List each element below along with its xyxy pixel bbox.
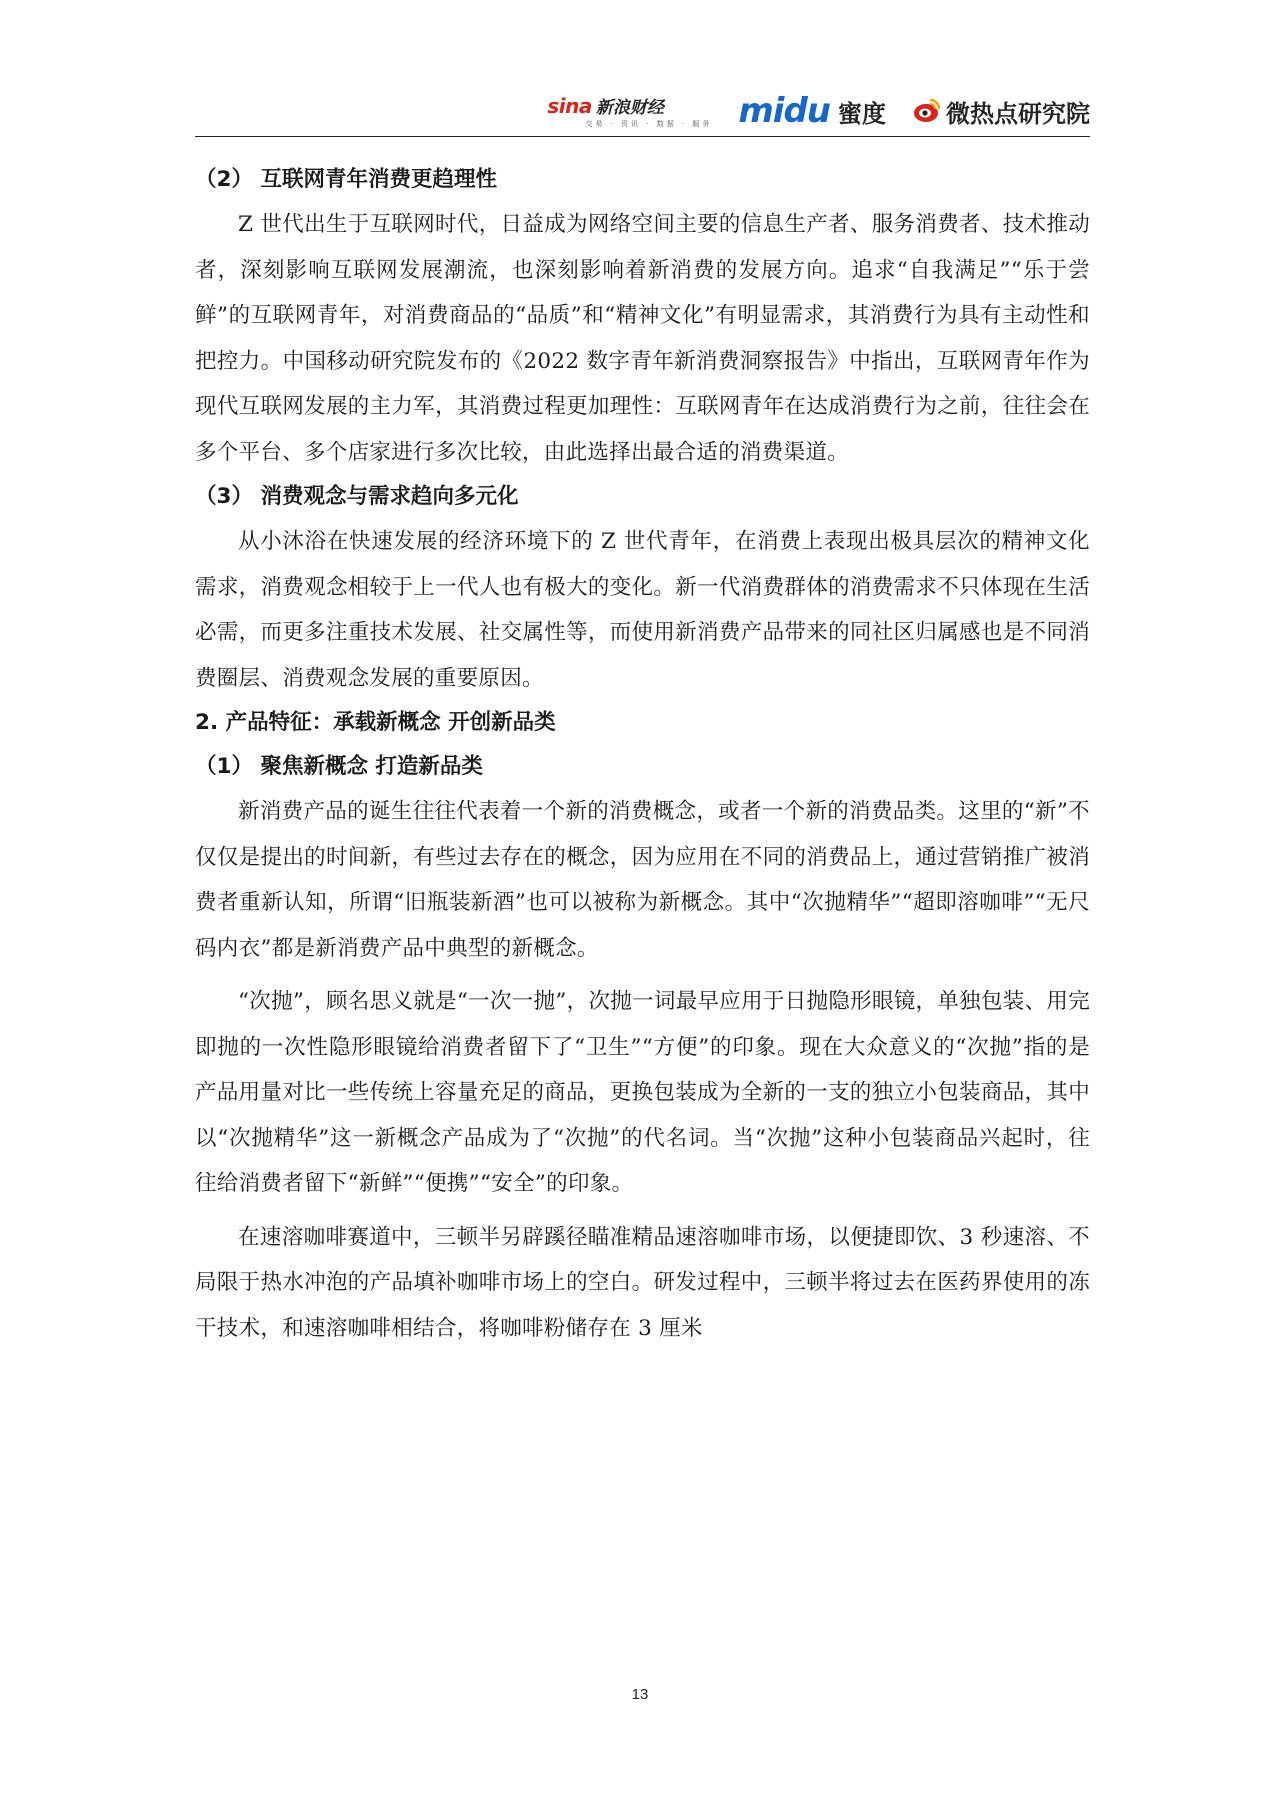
paragraph: Z 世代出生于互联网时代，日益成为网络空间主要的信息生产者、服务消费者、技术推动者，深刻影响互联网发展潮流，也深刻影响着新消费的发展方向。追求“自我满足”“乐于尝鲜”的互联网青年，对消费商品的“品质”和“精神文化”有明显需求，其消费行为具有主动性和把控力。中国移动研究院发布的《2022 数字青年新消费洞察报告》中指出，互联网青年作为现代互联网发展的主力军，其消费过程更加理性：互联网青年在达成消费行为之前，往往会在多个平台、多个店家进行多次比较，由此选择出最合适的消费渠道。	[195, 212, 1090, 465]
paragraph: 从小沐浴在快速发展的经济环境下的 Z 世代青年，在消费上表现出极具层次的精神文化需求，消费观念相较于上一代人也有极大的变化。新一代消费群体的消费需求不只体现在生活必需，而更多注重技术发展、社交属性等，而使用新消费产品带来的同社区归属感也是不同消费圈层、消费观念发展的重要原因。	[195, 529, 1090, 691]
section-heading-2: （2） 互联网青年消费更趋理性	[195, 167, 497, 192]
header-divider	[195, 136, 1090, 137]
sina-logo-name: 新浪财经	[595, 98, 664, 118]
section-heading-3: （3） 消费观念与需求趋向多元化	[195, 484, 519, 509]
page-number: 13	[631, 1686, 649, 1703]
midu-logo-name: 蜜度	[838, 99, 886, 128]
weiredian-logo-name: 微热点研究院	[946, 99, 1090, 128]
midu-logo	[738, 91, 886, 131]
sina-logo-mark: sina	[547, 93, 592, 118]
section-heading-1: （1） 聚焦新概念 打造新品类	[195, 754, 483, 779]
paragraph: 在速溶咖啡赛道中，三顿半另辟蹊径瞄准精品速溶咖啡市场，以便捷即饮、3 秒速溶、不局限于热水冲泡的产品填补咖啡市场上的空白。研发过程中，三顿半将过去在医药界使用的冻干技术，和速溶咖啡相结合，将咖啡粉储存在 3 厘米	[195, 1224, 1090, 1341]
page-header	[195, 86, 1090, 136]
sina-logo-tagline: 交易 · 资讯 · 数据 · 服务	[585, 120, 713, 128]
weibo-eye-icon	[912, 96, 942, 126]
document-body	[195, 158, 1090, 1351]
midu-logo-mark: midu	[738, 91, 830, 131]
sina-finance-logo	[547, 93, 712, 129]
paragraph: “次抛”，顾名思义就是“一次一抛”，次抛一词最早应用于日抛隐形眼镜，单独包装、用完即抛的一次性隐形眼镜给消费者留下了“卫生”“方便”的印象。现在大众意义的“次抛”指的是产品用量对比一些传统上容量充足的商品，更换包装成为全新的一支的独立小包装商品，其中以“次抛精华”这一新概念产品成为了“次抛”的代名词。当“次抛”这种小包装商品兴起时，往往给消费者留下“新鲜”“便携”“安全”的印象。	[195, 989, 1090, 1196]
chapter-heading-product-features: 2. 产品特征：承载新概念 开创新品类	[195, 710, 556, 735]
weiredian-logo	[912, 94, 1090, 129]
paragraph: 新消费产品的诞生往往代表着一个新的消费概念，或者一个新的消费品类。这里的“新”不仅仅是提出的时间新，有些过去存在的概念，因为应用在不同的消费品上，通过营销推广被消费者重新认知，所谓“旧瓶装新酒”也可以被称为新概念。其中“次抛精华”“超即溶咖啡”“无尺码内衣”都是新消费产品中典型的新概念。	[195, 799, 1090, 961]
